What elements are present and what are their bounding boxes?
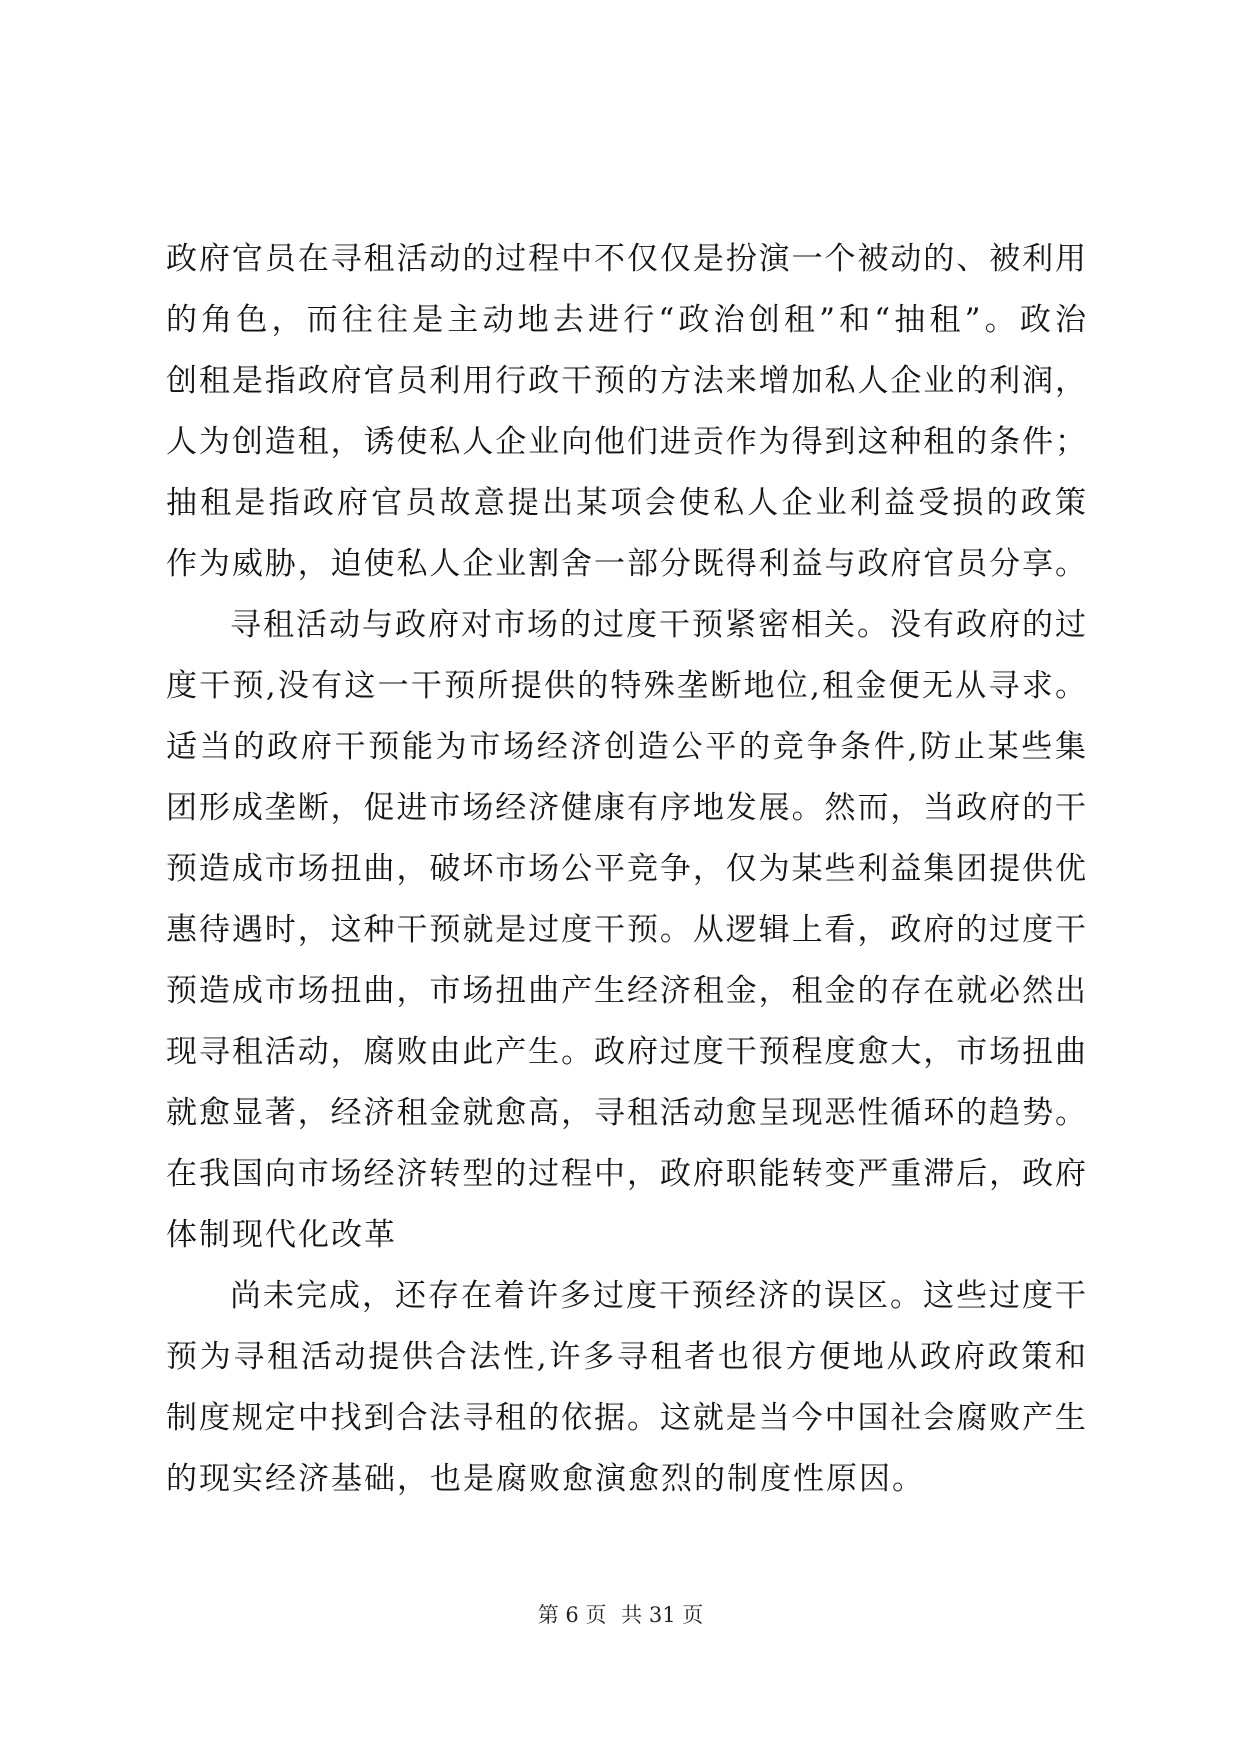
text-line: 团形成垄断，促进市场经济健康有序地发展。然而，当政府的干 [166,790,1086,826]
text-line: 在我国向市场经济转型的过程中，政府职能转变严重滞后，政府 [166,1156,1086,1192]
document-body [166,229,1086,1510]
text-line: 的现实经济基础，也是腐败愈演愈烈的制度性原因。 [166,1461,925,1497]
page-total: 共 31 页 [621,1603,704,1627]
text-line: 制度规定中找到合法寻租的依据。这就是当今中国社会腐败产生 [166,1400,1086,1436]
text-line: 寻租活动与政府对市场的过度干预紧密相关。没有政府的过 [230,607,1086,643]
text-line: 预造成市场扭曲，破坏市场公平竞争，仅为某些利益集团提供优 [166,851,1086,887]
text-line: 创租是指政府官员利用行政干预的方法来增加私人企业的利润， [166,363,1086,399]
text-line: 现寻租活动，腐败由此产生。政府过度干预程度愈大，市场扭曲 [166,1034,1086,1070]
text-line: 抽租是指政府官员故意提出某项会使私人企业利益受损的政策 [166,485,1086,521]
text-line: 惠待遇时，这种干预就是过度干预。从逻辑上看，政府的过度干 [166,912,1086,948]
text-line: 度干预,没有这一干预所提供的特殊垄断地位,租金便无从寻求。 [166,668,1086,704]
text-line: 作为威胁，迫使私人企业割舍一部分既得利益与政府官员分享。 [166,546,1086,582]
text-line: 的角色，而往往是主动地去进行“政治创租”和“抽租”。政治 [166,302,1086,338]
text-line: 尚未完成，还存在着许多过度干预经济的误区。这些过度干 [230,1278,1086,1314]
page-footer [0,1600,1241,1630]
text-line: 就愈显著，经济租金就愈高，寻租活动愈呈现恶性循环的趋势。 [166,1095,1086,1131]
text-line: 预为寻租活动提供合法性,许多寻租者也很方便地从政府政策和 [166,1339,1086,1375]
text-line: 体制现代化改革 [166,1217,397,1253]
text-line: 预造成市场扭曲，市场扭曲产生经济租金，租金的存在就必然出 [166,973,1086,1009]
text-line: 适当的政府干预能为市场经济创造公平的竞争条件,防止某些集 [166,729,1086,765]
text-line: 政府官员在寻租活动的过程中不仅仅是扮演一个被动的、被利用 [166,241,1086,277]
page-number: 第 6 页 [537,1603,607,1627]
text-line: 人为创造租，诱使私人企业向他们进贡作为得到这种租的条件； [166,424,1086,460]
